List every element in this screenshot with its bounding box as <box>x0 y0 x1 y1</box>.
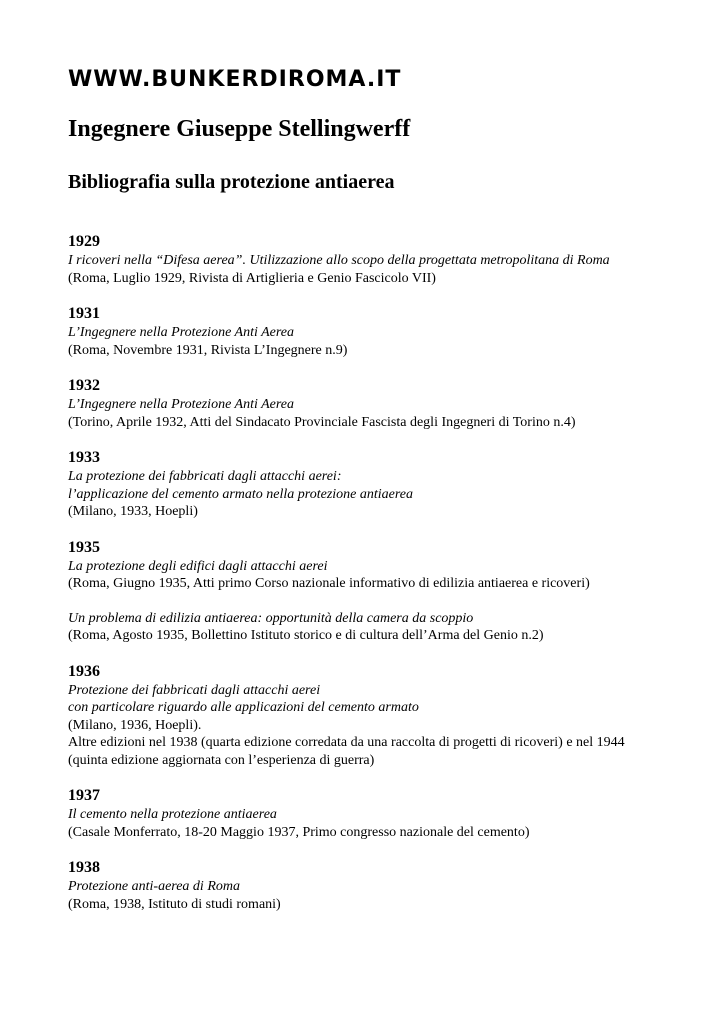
year-entry-1929 <box>68 232 708 287</box>
publication-title: l’applicazione del cemento armato nella protezione antiaerea <box>68 486 414 502</box>
publication-details: (quinta edizione aggiornata con l’esperienza di guerra) <box>68 752 375 768</box>
year-heading: 1938 <box>68 859 100 876</box>
publication-details: Altre edizioni nel 1938 (quarta edizione corredata da una raccolta di progetti di ricoveri) e nel 1944 <box>68 735 625 750</box>
year-entry-1933 <box>68 448 708 521</box>
publication-title: Protezione anti-aerea di Roma <box>68 879 240 894</box>
year-heading: 1937 <box>68 787 100 804</box>
publication-title: L’Ingegnere nella Protezione Anti Aerea <box>68 325 295 340</box>
publication-details: (Roma, Giugno 1935, Atti primo Corso nazionale informativo di edilizia antiaerea e ricoveri) <box>68 576 590 591</box>
year-entry-1931 <box>68 304 708 359</box>
publication-details: (Roma, Novembre 1931, Rivista L’Ingegnere n.9) <box>68 342 348 358</box>
publication-details: (Roma, Luglio 1929, Rivista di Artiglieria e Genio Fascicolo VII) <box>68 270 436 286</box>
author-title: Ingegnere Giuseppe Stellingwerff <box>68 116 411 142</box>
publication-title: La protezione degli edifici dagli attacchi aerei <box>68 558 328 574</box>
publication-title: I ricoveri nella “Difesa aerea”. Utilizzazione allo scopo della progettata metropolitana di Roma <box>68 253 610 268</box>
item-spacer <box>68 593 708 610</box>
year-heading: 1935 <box>68 538 100 556</box>
year-entry-1935 <box>68 538 708 645</box>
year-heading: 1933 <box>68 449 100 466</box>
publication-title: L’Ingegnere nella Protezione Anti Aerea <box>68 397 295 412</box>
publication-title: Il cemento nella protezione antiaerea <box>68 807 277 822</box>
publication-title: Protezione dei fabbricati dagli attacchi aerei <box>68 682 321 698</box>
publication-details: (Roma, 1938, Istituto di studi romani) <box>68 896 281 912</box>
year-heading: 1932 <box>68 377 100 394</box>
bibliography-subtitle: Bibliografia sulla protezione antiaerea <box>68 171 395 193</box>
year-heading: 1936 <box>68 662 100 680</box>
year-entry-1936 <box>68 662 708 770</box>
publication-title: La protezione dei fabbricati dagli attacchi aerei: <box>68 469 342 484</box>
publication-title: con particolare riguardo alle applicazioni del cemento armato <box>68 700 419 715</box>
publication-title: Un problema di edilizia antiaerea: opportunità della camera da scoppio <box>68 610 474 626</box>
year-heading: 1931 <box>68 305 100 322</box>
publication-details: (Milano, 1933, Hoepli) <box>68 504 198 519</box>
publication-details: (Roma, Agosto 1935, Bollettino Istituto storico e di cultura dell’Arma del Genio n.2) <box>68 628 544 643</box>
bibliography-list <box>68 232 708 930</box>
publication-details: (Milano, 1936, Hoepli). <box>68 717 202 733</box>
publication-details: (Casale Monferrato, 18-20 Maggio 1937, Primo congresso nazionale del cemento) <box>68 824 530 840</box>
site-url-heading: WWW.BUNKERDIROMA.IT <box>68 67 402 92</box>
year-heading: 1929 <box>68 233 100 250</box>
year-entry-1938 <box>68 858 708 913</box>
year-entry-1937 <box>68 786 708 841</box>
year-entry-1932 <box>68 376 708 431</box>
publication-details: (Torino, Aprile 1932, Atti del Sindacato Provinciale Fascista degli Ingegneri di Torino n.4) <box>68 414 576 430</box>
